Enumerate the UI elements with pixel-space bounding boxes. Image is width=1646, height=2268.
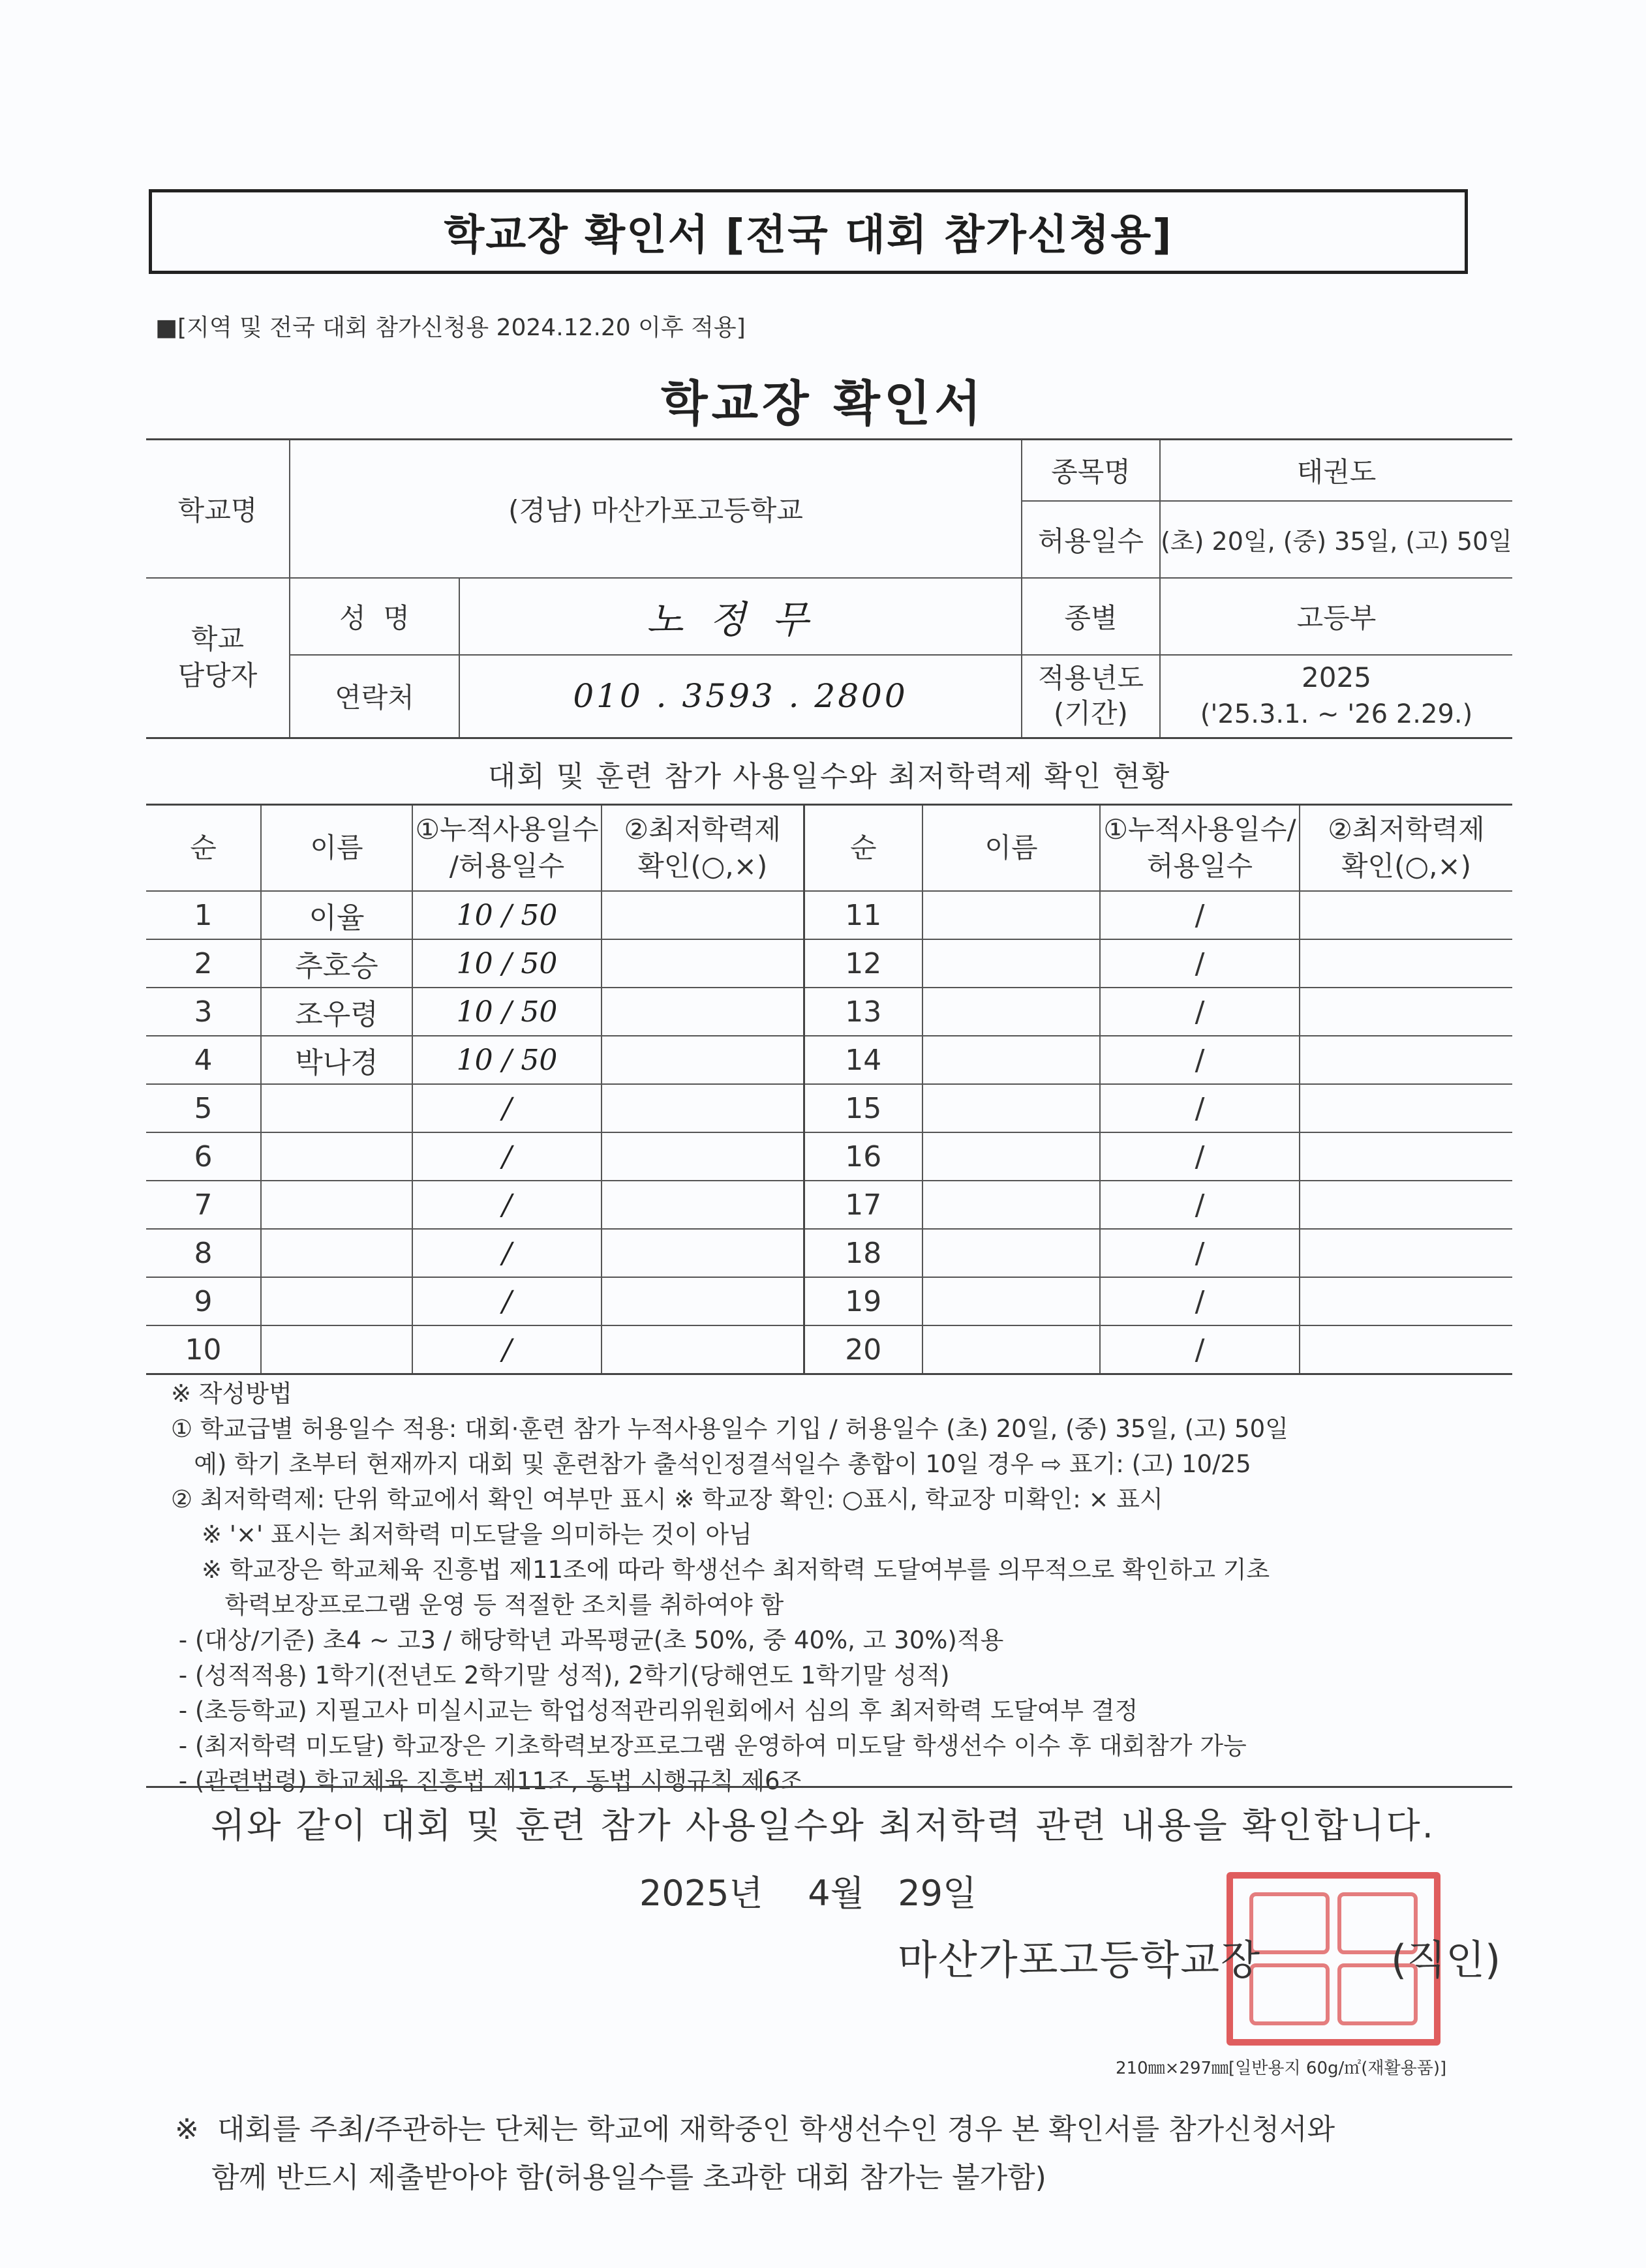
roster-min-academic [1300, 1132, 1512, 1181]
roster-no: 17 [804, 1181, 922, 1229]
roster-used: / [412, 1325, 602, 1374]
roster-no: 12 [804, 939, 922, 988]
roster-min-academic [1300, 1325, 1512, 1374]
allowed-days-value: (초) 20일, (중) 35일, (고) 50일 [1160, 501, 1512, 578]
seal-glyph [1249, 1892, 1330, 1955]
col-no-left: 순 [146, 805, 261, 892]
roster-min-academic [1300, 939, 1512, 988]
roster-name [261, 1325, 412, 1374]
roster-used: / [1100, 1181, 1300, 1229]
instruction-line: 예) 학기 초부터 현재까지 대회 및 훈련참가 출석인정결석일수 총합이 10일 경우 ⇨ 표기: (고) 10/25 [171, 1450, 1251, 1478]
roster-used: / [1100, 988, 1300, 1036]
roster-name: 이율 [261, 891, 412, 939]
instruction-line: 학력보장프로그램 운영 등 적절한 조치를 취하여야 함 [171, 1591, 784, 1619]
year-number: 2025 [1302, 661, 1371, 694]
col-name-left: 이름 [261, 805, 412, 892]
instruction-line: - (성적적용) 1학기(전년도 2학기말 성적), 2학기(당해연도 1학기말 성적) [171, 1661, 950, 1689]
roster-name [261, 1277, 412, 1325]
roster-used: 10 / 50 [412, 939, 602, 988]
roster-name [922, 988, 1100, 1036]
roster-min-academic [602, 1084, 804, 1132]
instruction-line: ※ 작성방법 [171, 1380, 292, 1408]
instruction-line: ② 최저학력제: 단위 학교에서 확인 여부만 표시 ※ 학교장 확인: ○표시, 학교장 미확인: × 표시 [171, 1485, 1163, 1513]
handwritten-name: 노정무 [646, 597, 835, 642]
roster-no: 8 [146, 1229, 261, 1277]
roster-no: 19 [804, 1277, 922, 1325]
roster-name [922, 1181, 1100, 1229]
col-min-left: ②최저학력제 확인(○,×) [602, 805, 804, 892]
instruction-line: - (초등학교) 지필고사 미실시교는 학업성적관리위원회에서 심의 후 최저학력 도달여부 결정 [171, 1697, 1138, 1725]
section-title: 대회 및 훈련 참가 사용일수와 최저학력제 확인 현황 [487, 760, 1171, 793]
roster-min-academic [602, 1036, 804, 1084]
roster-min-academic [1300, 988, 1512, 1036]
roster-no: 2 [146, 939, 261, 988]
roster-row [146, 1181, 1512, 1229]
roster-no: 1 [146, 891, 261, 939]
manager-label: 학교 담당자 [146, 578, 290, 738]
roster-min-academic [602, 891, 804, 939]
roster-no: 4 [146, 1036, 261, 1084]
roster-min-academic [1300, 1277, 1512, 1325]
instruction-line: ① 학교급별 허용일수 적용: 대회·훈련 참가 누적사용일수 기입 / 허용일수 (초) 20일, (중) 35일, (고) 50일 [171, 1415, 1288, 1443]
header-title-box: 학교장 확인서 [전국 대회 참가신청용] [149, 189, 1468, 274]
roster-min-academic [602, 1277, 804, 1325]
instruction-line: ※ '×' 표시는 최저학력 미도달을 의미하는 것이 아님 [171, 1520, 752, 1549]
year-period: ('25.3.1. ~ '26 2.29.) [1200, 699, 1473, 730]
sport-value: 태권도 [1160, 440, 1512, 501]
confirm-divider [146, 1786, 1512, 1788]
manager-name-label: 성 명 [290, 578, 459, 655]
roster-used: / [412, 1277, 602, 1325]
roster-name [922, 1229, 1100, 1277]
roster-min-academic [1300, 1229, 1512, 1277]
roster-used: / [412, 1084, 602, 1132]
division-value: 고등부 [1160, 578, 1512, 655]
roster-min-academic [1300, 1036, 1512, 1084]
roster-row [146, 1132, 1512, 1181]
roster-name [922, 1132, 1100, 1181]
roster-min-academic [602, 1181, 804, 1229]
applicability-notice: ■[지역 및 전국 대회 참가신청용 2024.12.20 이후 적용] [155, 314, 746, 341]
roster-no: 5 [146, 1084, 261, 1132]
roster-no: 14 [804, 1036, 922, 1084]
roster-min-academic [602, 1229, 804, 1277]
roster-min-academic [1300, 1181, 1512, 1229]
manager-name-value [459, 578, 1022, 655]
instruction-line: - (대상/기준) 초4 ~ 고3 / 해당학년 과목평균(초 50%, 중 40%, 고 30%)적용 [171, 1626, 1004, 1654]
roster-used: / [412, 1229, 602, 1277]
col-name-right: 이름 [922, 805, 1100, 892]
paper-spec: 210㎜×297㎜[일반용지 60g/㎡(재활용품)] [1116, 2059, 1447, 2078]
roster-min-academic [602, 1325, 804, 1374]
footnote [175, 2106, 1519, 2202]
roster-no: 18 [804, 1229, 922, 1277]
school-name-value: (경남) 마산가포고등학교 [290, 440, 1022, 578]
roster-table [146, 804, 1512, 1375]
writing-instructions [171, 1376, 1528, 1799]
seal-label: (직인) [1391, 1936, 1501, 1984]
roster-used: / [1100, 1036, 1300, 1084]
roster-used: / [412, 1132, 602, 1181]
roster-min-academic [602, 939, 804, 988]
roster-no: 6 [146, 1132, 261, 1181]
roster-used: / [412, 1181, 602, 1229]
roster-min-academic [602, 988, 804, 1036]
roster-name [922, 939, 1100, 988]
roster-used: / [1100, 1084, 1300, 1132]
roster-no: 15 [804, 1084, 922, 1132]
roster-min-academic [1300, 1084, 1512, 1132]
roster-name [261, 1181, 412, 1229]
roster-used: / [1100, 1325, 1300, 1374]
roster-name [922, 1325, 1100, 1374]
footnote-line: 함께 반드시 제출받아야 함(허용일수를 초과한 대회 참가는 불가함) [175, 2161, 1046, 2194]
contact-label: 연락처 [290, 655, 459, 738]
roster-used: / [1100, 1132, 1300, 1181]
instruction-line: - (관련법령) 학교체육 진흥법 제11조, 동법 시행규칙 제6조 [171, 1767, 804, 1795]
roster-no: 20 [804, 1325, 922, 1374]
roster-name [261, 1084, 412, 1132]
roster-no: 3 [146, 988, 261, 1036]
roster-min-academic [602, 1132, 804, 1181]
footnote-line: ※ 대회를 주최/주관하는 단체는 학교에 재학중인 학생선수인 경우 본 확인서를 참가신청서와 [175, 2113, 1335, 2146]
division-label: 종별 [1022, 578, 1160, 655]
handwritten-phone: 010 . 3593 . 2800 [573, 677, 908, 716]
sport-label: 종목명 [1022, 440, 1160, 501]
roster-used: / [1100, 891, 1300, 939]
roster-name: 추호승 [261, 939, 412, 988]
roster-used: / [1100, 939, 1300, 988]
instruction-line: - (최저학력 미도달) 학교장은 기초학력보장프로그램 운영하여 미도달 학생선수 이수 후 대회참가 가능 [171, 1732, 1247, 1760]
roster-used: / [1100, 1229, 1300, 1277]
roster-no: 10 [146, 1325, 261, 1374]
col-used-right: ①누적사용일수/ 허용일수 [1100, 805, 1300, 892]
col-no-right: 순 [804, 805, 922, 892]
year-value [1160, 655, 1512, 738]
roster-row [146, 891, 1512, 939]
roster-used: 10 / 50 [412, 988, 602, 1036]
roster-row [146, 1229, 1512, 1277]
signer-title: 마산가포고등학교장 [898, 1936, 1262, 1984]
roster-used: / [1100, 1277, 1300, 1325]
contact-value [459, 655, 1022, 738]
roster-used: 10 / 50 [412, 891, 602, 939]
roster-row [146, 939, 1512, 988]
document-title: 학교장 확인서 [661, 376, 985, 432]
school-name-label: 학교명 [146, 440, 290, 578]
instruction-line: ※ 학교장은 학교체육 진흥법 제11조에 따라 학생선수 최저학력 도달여부를 의무적으로 확인하고 기초 [171, 1556, 1270, 1584]
allowed-days-label: 허용일수 [1022, 501, 1160, 578]
roster-row [146, 1084, 1512, 1132]
roster-name [922, 1036, 1100, 1084]
roster-no: 16 [804, 1132, 922, 1181]
roster-row [146, 1277, 1512, 1325]
roster-no: 11 [804, 891, 922, 939]
roster-name [922, 891, 1100, 939]
roster-row [146, 988, 1512, 1036]
roster-min-academic [1300, 891, 1512, 939]
roster-no: 9 [146, 1277, 261, 1325]
roster-row [146, 1325, 1512, 1374]
roster-no: 7 [146, 1181, 261, 1229]
roster-name [922, 1084, 1100, 1132]
year-label: 적용년도 (기간) [1022, 655, 1160, 738]
roster-name [261, 1132, 412, 1181]
seal-glyph [1249, 1963, 1330, 2026]
roster-name [261, 1229, 412, 1277]
roster-row [146, 1036, 1512, 1084]
roster-no: 13 [804, 988, 922, 1036]
roster-name [922, 1277, 1100, 1325]
issue-date: 2025년 4월 29일 [639, 1873, 977, 1914]
roster-used: 10 / 50 [412, 1036, 602, 1084]
roster-name: 박나경 [261, 1036, 412, 1084]
roster-name: 조우령 [261, 988, 412, 1036]
col-min-right: ②최저학력제 확인(○,×) [1300, 805, 1512, 892]
confirmation-statement: 위와 같이 대회 및 훈련 참가 사용일수와 최저학력 관련 내용을 확인합니다. [211, 1805, 1435, 1846]
col-used-left: ①누적사용일수 /허용일수 [412, 805, 602, 892]
school-info-table [146, 438, 1512, 739]
